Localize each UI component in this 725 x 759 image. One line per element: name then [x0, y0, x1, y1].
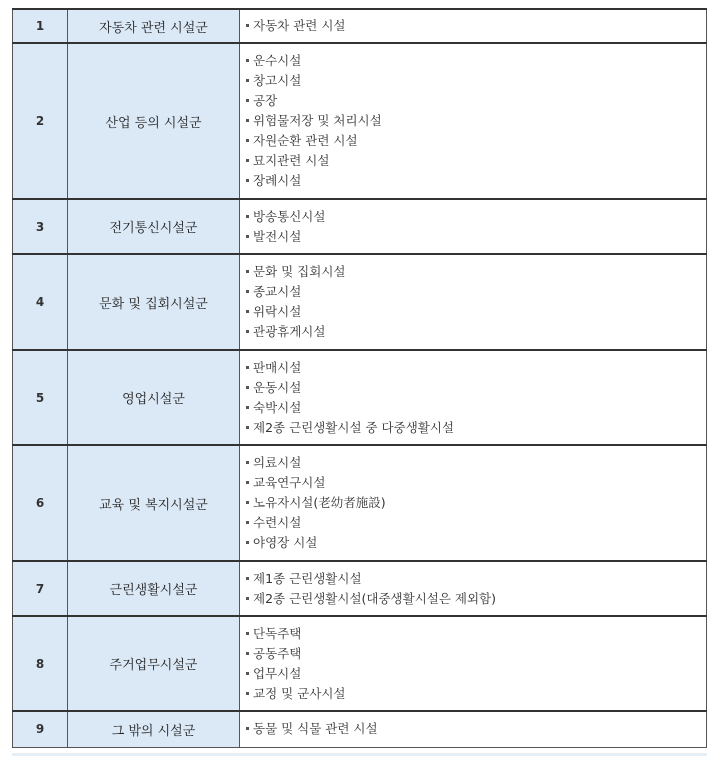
bullet-icon [246, 179, 249, 182]
bullet-icon [246, 79, 249, 82]
bullet-icon [246, 597, 249, 600]
list-item: 공장 [246, 91, 700, 111]
list-item: 교육연구시설 [246, 473, 700, 493]
facility-list [246, 262, 700, 342]
group-name: 그 밖의 시설군 [68, 711, 240, 747]
row-number: 8 [13, 616, 68, 711]
group-name: 전기통신시설군 [68, 199, 240, 254]
bullet-icon [246, 727, 249, 730]
row-number: 9 [13, 711, 68, 747]
facility-list-cell [240, 561, 707, 616]
row-number: 5 [13, 350, 68, 445]
table-row [13, 350, 707, 445]
list-item: 창고시설 [246, 71, 700, 91]
list-item: 교정 및 군사시설 [246, 684, 700, 704]
facility-list [246, 51, 700, 191]
table-row [13, 616, 707, 711]
table-row [13, 254, 707, 350]
row-number: 4 [13, 254, 68, 350]
list-item: 운수시설 [246, 51, 700, 71]
bullet-icon [246, 501, 249, 504]
table-row [13, 199, 707, 254]
list-item: 야영장 시설 [246, 533, 700, 553]
table-row [13, 711, 707, 747]
list-item: 발전시설 [246, 227, 700, 247]
table-row [13, 43, 707, 199]
bullet-icon [246, 235, 249, 238]
bullet-icon [246, 99, 249, 102]
row-number: 6 [13, 445, 68, 561]
list-item: 공동주택 [246, 644, 700, 664]
list-item: 의료시설 [246, 453, 700, 473]
row-number: 3 [13, 199, 68, 254]
bullet-icon [246, 290, 249, 293]
facility-list-cell [240, 350, 707, 445]
list-item: 제2종 근린생활시설 중 다중생활시설 [246, 418, 700, 438]
list-item: 문화 및 집회시설 [246, 262, 700, 282]
list-item: 제2종 근린생활시설(대중생활시설은 제외함) [246, 589, 700, 609]
list-item: 묘지관련 시설 [246, 151, 700, 171]
list-item: 동물 및 식물 관련 시설 [246, 719, 700, 739]
table-row [13, 9, 707, 43]
group-name: 문화 및 집회시설군 [68, 254, 240, 350]
facility-list-cell [240, 9, 707, 43]
facility-list-cell [240, 254, 707, 350]
bullet-icon [246, 692, 249, 695]
facility-list [246, 719, 700, 739]
bullet-icon [246, 24, 249, 27]
bullet-icon [246, 426, 249, 429]
list-item: 제1종 근린생활시설 [246, 569, 700, 589]
bullet-icon [246, 632, 249, 635]
row-number: 7 [13, 561, 68, 616]
facility-list [246, 624, 700, 704]
table-row [13, 561, 707, 616]
group-name: 영업시설군 [68, 350, 240, 445]
facility-group-table [12, 8, 707, 748]
bullet-icon [246, 310, 249, 313]
list-item: 종교시설 [246, 282, 700, 302]
bullet-icon [246, 139, 249, 142]
group-name: 자동차 관련 시설군 [68, 9, 240, 43]
bullet-icon [246, 159, 249, 162]
bullet-icon [246, 119, 249, 122]
bullet-icon [246, 461, 249, 464]
bullet-icon [246, 672, 249, 675]
list-item: 판매시설 [246, 358, 700, 378]
list-item: 수련시설 [246, 513, 700, 533]
bullet-icon [246, 481, 249, 484]
bullet-icon [246, 270, 249, 273]
list-item: 업무시설 [246, 664, 700, 684]
list-item: 자원순환 관련 시설 [246, 131, 700, 151]
list-item: 단독주택 [246, 624, 700, 644]
bullet-icon [246, 330, 249, 333]
group-name: 근린생활시설군 [68, 561, 240, 616]
facility-list-cell [240, 616, 707, 711]
list-item: 자동차 관련 시설 [246, 16, 700, 36]
row-number: 1 [13, 9, 68, 43]
bullet-icon [246, 521, 249, 524]
bottom-divider [12, 753, 707, 756]
facility-list-cell [240, 711, 707, 747]
row-number: 2 [13, 43, 68, 199]
list-item: 방송통신시설 [246, 207, 700, 227]
bullet-icon [246, 652, 249, 655]
facility-list-cell [240, 199, 707, 254]
bullet-icon [246, 59, 249, 62]
list-item: 운동시설 [246, 378, 700, 398]
group-name: 교육 및 복지시설군 [68, 445, 240, 561]
list-item: 위락시설 [246, 302, 700, 322]
facility-list [246, 358, 700, 438]
list-item: 장례시설 [246, 171, 700, 191]
list-item: 노유자시설(老幼者施設) [246, 493, 700, 513]
bullet-icon [246, 406, 249, 409]
list-item: 관광휴게시설 [246, 322, 700, 342]
facility-list [246, 207, 700, 247]
list-item: 위험물저장 및 처리시설 [246, 111, 700, 131]
list-item: 숙박시설 [246, 398, 700, 418]
bullet-icon [246, 386, 249, 389]
group-name: 주거업무시설군 [68, 616, 240, 711]
bullet-icon [246, 541, 249, 544]
facility-list [246, 16, 700, 36]
facility-list-cell [240, 43, 707, 199]
table-row [13, 445, 707, 561]
facility-list [246, 569, 700, 609]
facility-list [246, 453, 700, 553]
bullet-icon [246, 366, 249, 369]
facility-list-cell [240, 445, 707, 561]
group-name: 산업 등의 시설군 [68, 43, 240, 199]
bullet-icon [246, 215, 249, 218]
bullet-icon [246, 577, 249, 580]
